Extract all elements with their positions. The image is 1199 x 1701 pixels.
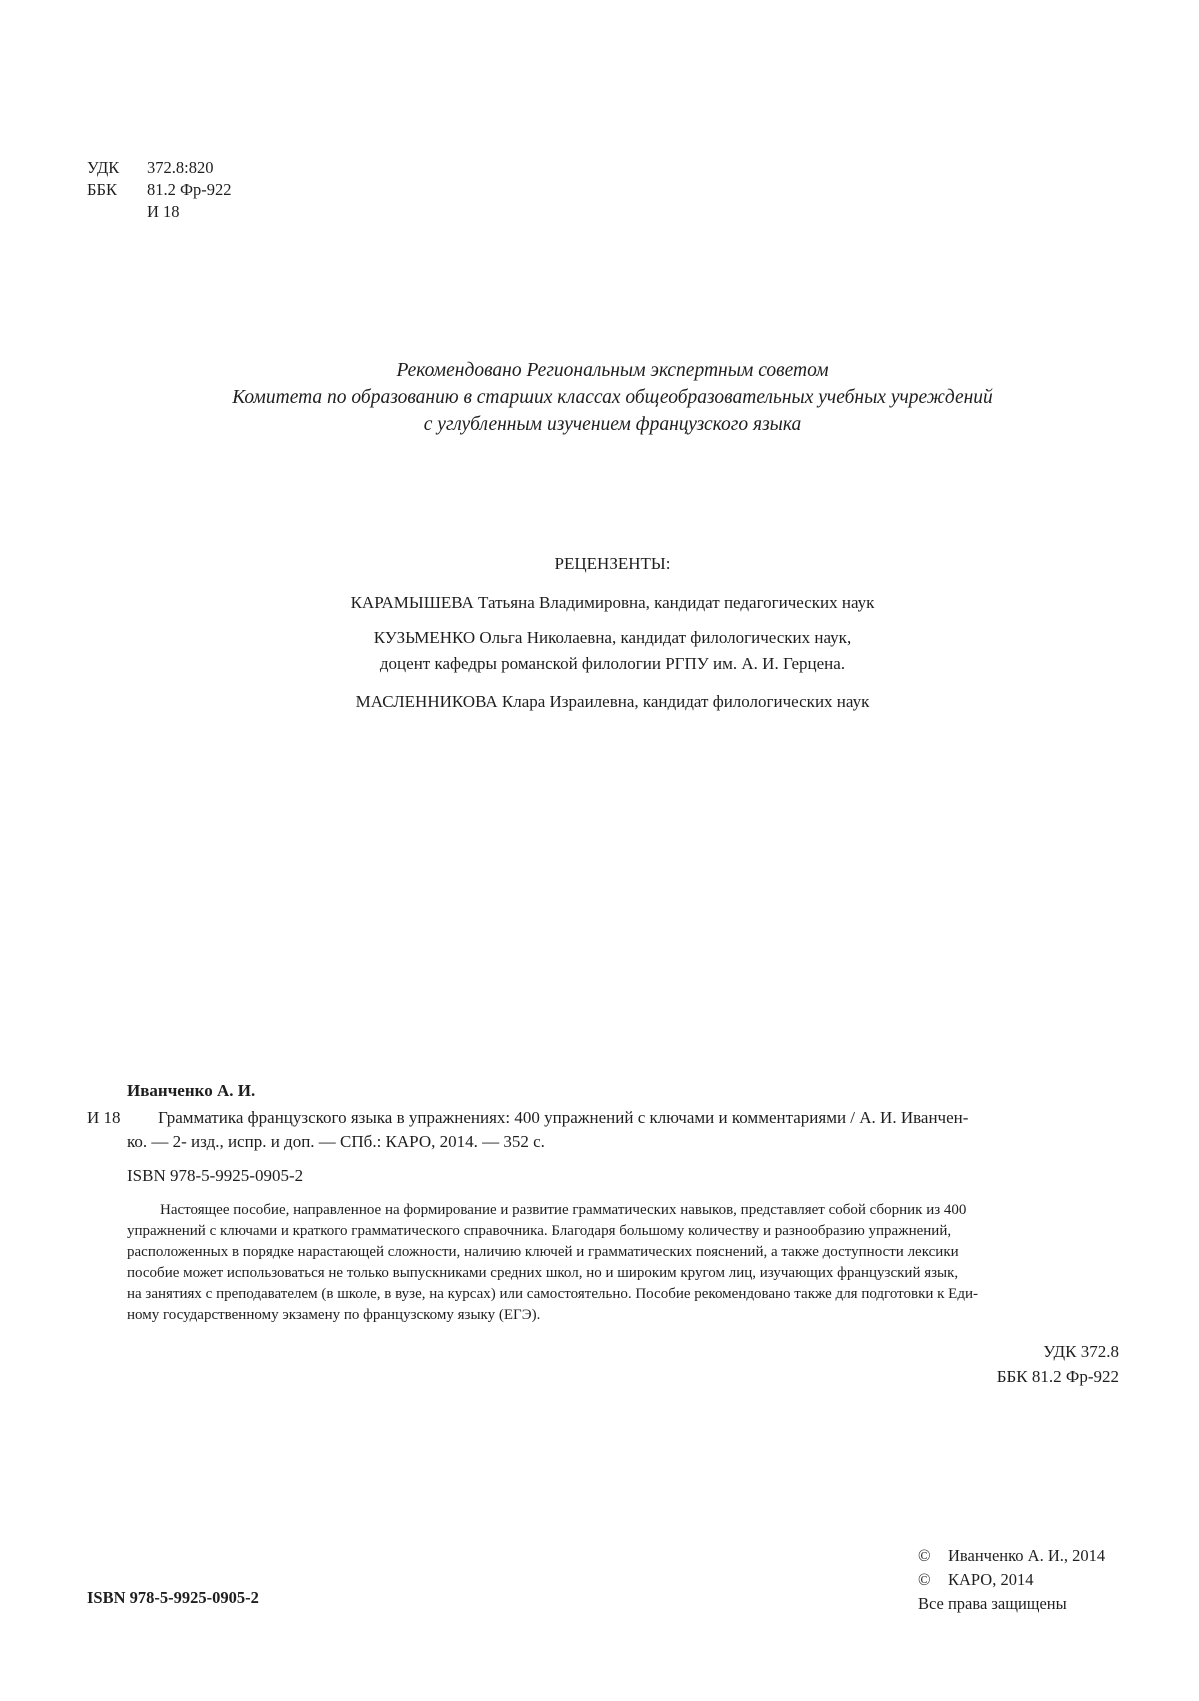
annotation-line: упражнений с ключами и краткого грамматического справочника. Благодаря большому количеству и разнообразию упражнений, (127, 1223, 952, 1239)
reviewers-title: РЕЦЕНЗЕНТЫ: (554, 554, 671, 573)
bbk-row (87, 179, 232, 201)
classification-block (997, 1339, 1119, 1389)
bbk-label: ББК (87, 180, 117, 199)
reviewer-2-line-1: КУЗЬМЕНКО Ольга Николаевна, кандидат филологических наук, (373, 628, 852, 647)
bib-isbn: ISBN 978-5-9925-0905-2 (127, 1166, 304, 1185)
classification-bbk: ББК 81.2 Фр-922 (996, 1367, 1119, 1386)
annotation-line: пособие может использоваться не только выпускниками средних школ, но и широким кругом лиц, изучающих французский язык, (127, 1265, 959, 1281)
isbn-bottom: ISBN 978-5-9925-0905-2 (87, 1588, 259, 1607)
bbk-value: 81.2 Фр-922 (147, 180, 232, 199)
udk-row (87, 157, 232, 179)
annotation-line: расположенных в порядке нарастающей сложности, наличию ключей и грамматических пояснений, а также доступности лексики (127, 1244, 959, 1260)
recommendation-line-2: Комитета по образованию в старших классах общеобразовательных учебных учреждений (232, 387, 993, 408)
author-mark-row (87, 201, 232, 223)
annotation (127, 1200, 1119, 1326)
classification-udk: УДК 372.8 (1043, 1342, 1119, 1361)
copyright-icon: © (918, 1546, 931, 1565)
copyright-icon: © (918, 1570, 931, 1589)
bib-code: И 18 (87, 1108, 121, 1127)
copyright-row-1 (918, 1544, 1105, 1568)
reviewer-2-line-2: доцент кафедры романской филологии РГПУ им. А. И. Герцена. (379, 654, 846, 673)
reviewer-3: МАСЛЕННИКОВА Клара Израилевна, кандидат филологических наук (355, 692, 870, 711)
library-codes (87, 157, 232, 223)
author-mark: И 18 (147, 202, 180, 221)
bib-title-line-1: Грамматика французского языка в упражнениях: 400 упражнений с ключами и комментариями / А. И. Иванчен- (158, 1108, 969, 1127)
recommendation-block (120, 357, 1105, 438)
annotation-line: на занятиях с преподавателем (в школе, в вузе, на курсах) или самостоятельно. Пособие рекомендовано также для подготовки к Еди- (127, 1286, 978, 1302)
copyright-rights: Все права защищены (918, 1594, 1067, 1613)
copyright-publisher: КАРО, 2014 (948, 1570, 1034, 1589)
annotation-line: Настоящее пособие, направленное на формирование и развитие грамматических навыков, представляет собой сборник из 400 (160, 1202, 967, 1218)
reviewer-2 (120, 625, 1105, 677)
copyright-row-2 (918, 1568, 1105, 1592)
reviewer-1: КАРАМЫШЕВА Татьяна Владимировна, кандидат педагогических наук (350, 593, 875, 612)
copyright-block (918, 1544, 1105, 1616)
annotation-line: ному государственному экзамену по французскому языку (ЕГЭ). (127, 1307, 541, 1323)
udk-value: 372.8:820 (147, 158, 214, 177)
recommendation-line-3: с углубленным изучением французского языка (423, 414, 802, 435)
udk-label: УДК (87, 158, 120, 177)
copyright-author: Иванченко А. И., 2014 (948, 1546, 1106, 1565)
bib-title-line-2: ко. — 2- изд., испр. и доп. — СПб.: КАРО, 2014. — 352 с. (127, 1132, 545, 1151)
bib-author: Иванченко А. И. (127, 1081, 256, 1100)
recommendation-line-1: Рекомендовано Региональным экспертным советом (396, 360, 829, 381)
